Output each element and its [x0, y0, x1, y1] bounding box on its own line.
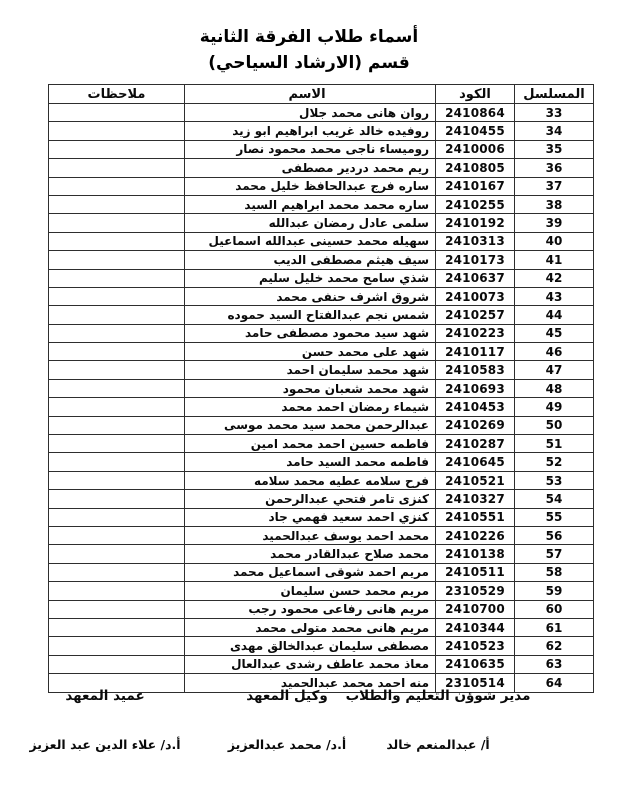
code-cell: 2410635	[436, 655, 515, 673]
name-cell: مريم احمد شوقى اسماعيل محمد	[185, 563, 436, 581]
code-cell: 2410344	[436, 618, 515, 636]
table-row	[49, 416, 594, 434]
code-cell: 2410173	[436, 251, 515, 269]
signature-name: أ/ عبدالمنعم خالد	[386, 737, 490, 752]
code-cell: 2410192	[436, 214, 515, 232]
table-row	[49, 177, 594, 195]
name-cell: شهد سيد محمود مصطفى حامد	[185, 324, 436, 342]
code-cell: 2410255	[436, 195, 515, 213]
notes-cell	[49, 416, 185, 434]
table-row	[49, 232, 594, 250]
page-subtitle: قسم (الارشاد السياحي)	[208, 53, 410, 73]
serial-cell: 40	[515, 232, 594, 250]
notes-cell	[49, 545, 185, 563]
table-row	[49, 618, 594, 636]
signature-institute-deputy	[182, 688, 392, 752]
serial-cell: 42	[515, 269, 594, 287]
name-cell: شمس نجم عبدالفتاح السيد حموده	[185, 306, 436, 324]
name-cell: روفيده خالد غريب ابراهيم ابو زيد	[185, 122, 436, 140]
signature-role: مدير شوؤن التعليم والطلاب	[345, 688, 531, 704]
serial-cell: 58	[515, 563, 594, 581]
signature-name: أ.د/ علاء الدين عبد العزيز	[29, 737, 181, 752]
name-cell: ساره فرج عبدالحافظ خليل محمد	[185, 177, 436, 195]
table-row	[49, 214, 594, 232]
table-row	[49, 453, 594, 471]
name-cell: فاطمه محمد السيد حامد	[185, 453, 436, 471]
name-cell: مريم هانى محمد متولى محمد	[185, 618, 436, 636]
notes-cell	[49, 471, 185, 489]
code-cell: 2410551	[436, 508, 515, 526]
name-cell: مصطفى سليمان عبدالخالق مهدى	[185, 637, 436, 655]
name-cell: شهد محمد شعبان محمود	[185, 379, 436, 397]
notes-cell	[49, 618, 185, 636]
code-cell: 2410117	[436, 343, 515, 361]
serial-cell: 64	[515, 674, 594, 692]
students-table	[48, 84, 594, 693]
name-cell: عبدالرحمن محمد سيد محمد موسى	[185, 416, 436, 434]
notes-cell	[49, 600, 185, 618]
notes-cell	[49, 287, 185, 305]
code-cell: 2410287	[436, 435, 515, 453]
serial-cell: 57	[515, 545, 594, 563]
code-cell: 2410453	[436, 398, 515, 416]
signature-role: وكيل المعهد	[246, 688, 328, 704]
table-row	[49, 361, 594, 379]
name-cell: سهيله محمد حسينى عبدالله اسماعيل	[185, 232, 436, 250]
table-row	[49, 159, 594, 177]
serial-cell: 45	[515, 324, 594, 342]
code-cell: 2310514	[436, 674, 515, 692]
notes-cell	[49, 306, 185, 324]
notes-cell	[49, 269, 185, 287]
code-cell: 2410805	[436, 159, 515, 177]
table-row	[49, 471, 594, 489]
table-row	[49, 306, 594, 324]
notes-cell	[49, 563, 185, 581]
notes-cell	[49, 490, 185, 508]
table-row	[49, 140, 594, 158]
serial-cell: 49	[515, 398, 594, 416]
table-row	[49, 287, 594, 305]
table-row	[49, 251, 594, 269]
name-cell: معاذ محمد عاطف رشدى عبدالعال	[185, 655, 436, 673]
page-title: أسماء طلاب الفرقة الثانية	[199, 27, 419, 47]
serial-cell: 59	[515, 582, 594, 600]
code-cell: 2410327	[436, 490, 515, 508]
notes-cell	[49, 343, 185, 361]
notes-cell	[49, 435, 185, 453]
name-cell: شهد على محمد حسن	[185, 343, 436, 361]
code-cell: 2410511	[436, 563, 515, 581]
serial-cell: 60	[515, 600, 594, 618]
notes-cell	[49, 122, 185, 140]
column-header-serial: المسلسل	[515, 85, 594, 104]
signature-name: أ.د/ محمد عبدالعزيز	[227, 737, 347, 752]
name-cell: محمد صلاح عبدالقادر محمد	[185, 545, 436, 563]
table-body	[49, 104, 594, 693]
name-cell: مريم محمد حسن سليمان	[185, 582, 436, 600]
column-header-code: الكود	[436, 85, 515, 104]
table-row	[49, 563, 594, 581]
serial-cell: 50	[515, 416, 594, 434]
name-cell: شيماء رمضان احمد محمد	[185, 398, 436, 416]
notes-cell	[49, 582, 185, 600]
serial-cell: 61	[515, 618, 594, 636]
name-cell: فاطمه حسين احمد محمد امين	[185, 435, 436, 453]
notes-cell	[49, 251, 185, 269]
serial-cell: 36	[515, 159, 594, 177]
code-cell: 2410006	[436, 140, 515, 158]
name-cell: مريم هانى رفاعى محمود رجب	[185, 600, 436, 618]
notes-cell	[49, 526, 185, 544]
name-cell: شهد محمد سليمان احمد	[185, 361, 436, 379]
notes-cell	[49, 195, 185, 213]
table-row	[49, 600, 594, 618]
table-row	[49, 104, 594, 122]
name-cell: كنزي احمد سعيد فهمي جاد	[185, 508, 436, 526]
serial-cell: 62	[515, 637, 594, 655]
table-row	[49, 545, 594, 563]
serial-cell: 63	[515, 655, 594, 673]
serial-cell: 37	[515, 177, 594, 195]
code-cell: 2410693	[436, 379, 515, 397]
name-cell: منه احمد محمد عبدالحميد	[185, 674, 436, 692]
serial-cell: 39	[515, 214, 594, 232]
notes-cell	[49, 140, 185, 158]
notes-cell	[49, 379, 185, 397]
table-row	[49, 269, 594, 287]
notes-cell	[49, 508, 185, 526]
name-cell: سيف هيثم مصطفى الديب	[185, 251, 436, 269]
table-header-row	[49, 85, 594, 104]
notes-cell	[49, 324, 185, 342]
name-cell: ساره محمد محمد ابراهيم السيد	[185, 195, 436, 213]
code-cell: 2410521	[436, 471, 515, 489]
notes-cell	[49, 655, 185, 673]
code-cell: 2410523	[436, 637, 515, 655]
serial-cell: 51	[515, 435, 594, 453]
name-cell: شروق اشرف حنفى محمد	[185, 287, 436, 305]
name-cell: ريم محمد دردير مصطفى	[185, 159, 436, 177]
table-row	[49, 324, 594, 342]
table-row	[49, 379, 594, 397]
name-cell: محمد احمد يوسف عبدالحميد	[185, 526, 436, 544]
serial-cell: 44	[515, 306, 594, 324]
document-header	[0, 24, 618, 76]
column-header-notes: ملاحظات	[49, 85, 185, 104]
name-cell: سلمى عادل رمضان عبدالله	[185, 214, 436, 232]
serial-cell: 47	[515, 361, 594, 379]
table-row	[49, 398, 594, 416]
code-cell: 2310529	[436, 582, 515, 600]
serial-cell: 55	[515, 508, 594, 526]
serial-cell: 48	[515, 379, 594, 397]
name-cell: روميساء ناجى محمد محمود نصار	[185, 140, 436, 158]
serial-cell: 56	[515, 526, 594, 544]
notes-cell	[49, 637, 185, 655]
code-cell: 2410455	[436, 122, 515, 140]
code-cell: 2410864	[436, 104, 515, 122]
code-cell: 2410637	[436, 269, 515, 287]
code-cell: 2410583	[436, 361, 515, 379]
serial-cell: 38	[515, 195, 594, 213]
notes-cell	[49, 177, 185, 195]
name-cell: كنزى تامر فتحي عبدالرحمن	[185, 490, 436, 508]
table-row	[49, 122, 594, 140]
notes-cell	[49, 159, 185, 177]
code-cell: 2410257	[436, 306, 515, 324]
notes-cell	[49, 232, 185, 250]
signature-institute-dean	[0, 688, 210, 752]
code-cell: 2410223	[436, 324, 515, 342]
serial-cell: 34	[515, 122, 594, 140]
table-row	[49, 435, 594, 453]
serial-cell: 53	[515, 471, 594, 489]
code-cell: 2410645	[436, 453, 515, 471]
code-cell: 2410138	[436, 545, 515, 563]
serial-cell: 33	[515, 104, 594, 122]
code-cell: 2410313	[436, 232, 515, 250]
signature-role: عميد المعهد	[65, 688, 145, 704]
table-row	[49, 582, 594, 600]
table-row	[49, 637, 594, 655]
serial-cell: 35	[515, 140, 594, 158]
table-row	[49, 655, 594, 673]
code-cell: 2410167	[436, 177, 515, 195]
name-cell: شذي سامح محمد خليل سليم	[185, 269, 436, 287]
notes-cell	[49, 104, 185, 122]
column-header-name: الاسم	[185, 85, 436, 104]
name-cell: فرح سلامه عطيه محمد سلامه	[185, 471, 436, 489]
notes-cell	[49, 453, 185, 471]
serial-cell: 41	[515, 251, 594, 269]
name-cell: روان هانى محمد جلال	[185, 104, 436, 122]
serial-cell: 46	[515, 343, 594, 361]
code-cell: 2410700	[436, 600, 515, 618]
table-row	[49, 195, 594, 213]
notes-cell	[49, 214, 185, 232]
serial-cell: 54	[515, 490, 594, 508]
table-row	[49, 490, 594, 508]
serial-cell: 43	[515, 287, 594, 305]
table-row	[49, 343, 594, 361]
notes-cell	[49, 361, 185, 379]
code-cell: 2410073	[436, 287, 515, 305]
serial-cell: 52	[515, 453, 594, 471]
notes-cell	[49, 398, 185, 416]
signature-section	[0, 688, 618, 788]
table-row	[49, 526, 594, 544]
table-row	[49, 508, 594, 526]
code-cell: 2410226	[436, 526, 515, 544]
code-cell: 2410269	[436, 416, 515, 434]
